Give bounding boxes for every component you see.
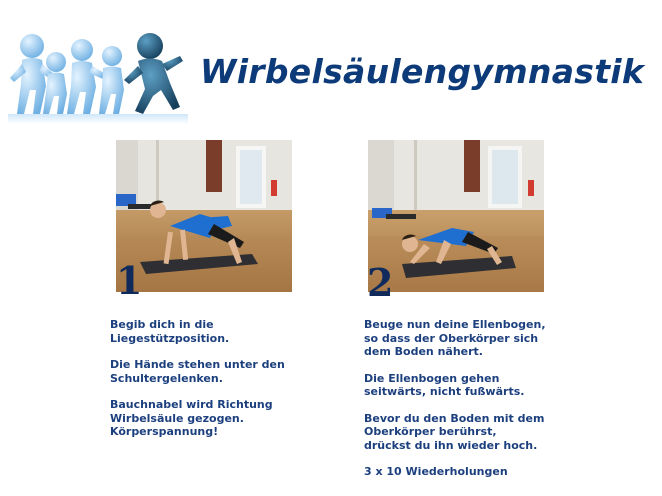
instruction-paragraph: Bauchnabel wird Richtung Wirbelsäule gezogen. Körperspannung! [110, 398, 273, 438]
step-number-1: 1 [116, 258, 143, 303]
instruction-paragraph: Bevor du den Boden mit dem Oberkörper berührst, drückst du ihn wieder hoch. [364, 411, 545, 452]
step-number-2: 2 [367, 260, 394, 305]
instruction-paragraph: Die Hände stehen unter den Schultergelenken. [110, 358, 285, 385]
page-title: Wirbelsäulengymnastik [200, 52, 645, 91]
repetitions-text: 3 x 10 Wiederholungen [364, 465, 508, 478]
step-1-instructions [110, 318, 350, 452]
step-2-instructions [364, 318, 604, 492]
instruction-paragraph: Beuge nun deine Ellenbogen, so dass der Oberkörper sich dem Boden nähert. [364, 318, 546, 358]
runners-logo [8, 28, 188, 126]
instruction-paragraph: Die Ellenbogen gehen seitwärts, nicht fußwärts. [364, 371, 525, 398]
instruction-paragraph: Begib dich in die Liegestützposition. [110, 318, 230, 345]
exercise-photo-step-2 [368, 140, 544, 292]
